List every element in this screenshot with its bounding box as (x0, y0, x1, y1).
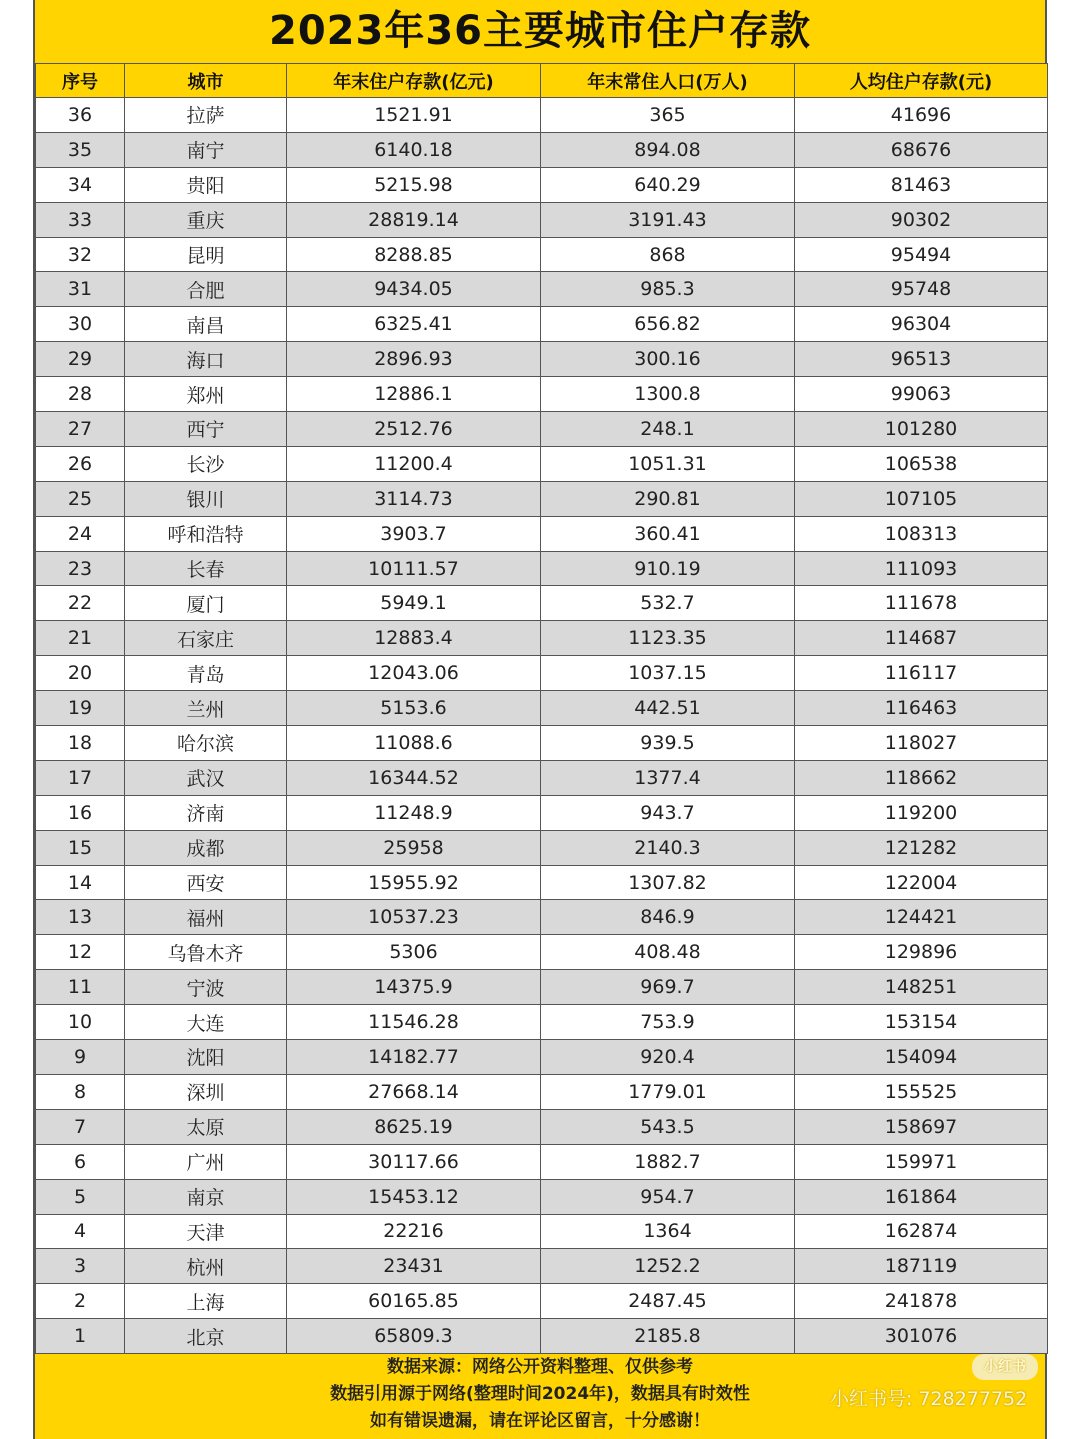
cell-rank: 32 (36, 237, 125, 272)
cell-city: 银川 (125, 481, 287, 516)
cell-per-capita: 118027 (795, 726, 1048, 761)
table-row (36, 586, 1048, 621)
cell-per-capita: 90302 (795, 202, 1048, 237)
cell-deposits: 28819.14 (287, 202, 541, 237)
cell-city: 上海 (125, 1284, 287, 1319)
cell-population: 640.29 (541, 167, 795, 202)
table-row (36, 830, 1048, 865)
cell-population: 543.5 (541, 1109, 795, 1144)
cell-city: 济南 (125, 795, 287, 830)
cell-deposits: 8288.85 (287, 237, 541, 272)
cell-population: 1037.15 (541, 656, 795, 691)
cell-deposits: 5153.6 (287, 691, 541, 726)
cell-population: 954.7 (541, 1179, 795, 1214)
cell-per-capita: 116117 (795, 656, 1048, 691)
cell-per-capita: 81463 (795, 167, 1048, 202)
footer-line-timeliness: 数据引用源于网络(整理时间2024年)，数据具有时效性 (330, 1384, 750, 1404)
table-row (36, 237, 1048, 272)
footer-line-feedback: 如有错误遗漏，请在评论区留言，十分感谢！ (370, 1411, 710, 1431)
cell-population: 846.9 (541, 900, 795, 935)
cell-rank: 20 (36, 656, 125, 691)
cell-city: 南昌 (125, 307, 287, 342)
xiaohongshu-logo-watermark: 小红书 (972, 1354, 1038, 1380)
cell-population: 985.3 (541, 272, 795, 307)
table-row (36, 342, 1048, 377)
cell-deposits: 23431 (287, 1249, 541, 1284)
cell-rank: 11 (36, 970, 125, 1005)
table-row (36, 132, 1048, 167)
table-row (36, 1319, 1048, 1354)
cell-deposits: 16344.52 (287, 760, 541, 795)
cell-city: 沈阳 (125, 1040, 287, 1075)
header-rank: 序号 (36, 64, 125, 98)
cell-deposits: 11088.6 (287, 726, 541, 761)
cell-population: 943.7 (541, 795, 795, 830)
table-row (36, 1074, 1048, 1109)
cell-deposits: 10111.57 (287, 551, 541, 586)
table-row (36, 1179, 1048, 1214)
cell-per-capita: 96304 (795, 307, 1048, 342)
cell-population: 2185.8 (541, 1319, 795, 1354)
cell-rank: 13 (36, 900, 125, 935)
cell-rank: 33 (36, 202, 125, 237)
cell-per-capita: 111093 (795, 551, 1048, 586)
cell-per-capita: 162874 (795, 1214, 1048, 1249)
cell-population: 365 (541, 98, 795, 133)
cell-rank: 31 (36, 272, 125, 307)
cell-city: 合肥 (125, 272, 287, 307)
cell-deposits: 8625.19 (287, 1109, 541, 1144)
cell-per-capita: 95494 (795, 237, 1048, 272)
cell-rank: 19 (36, 691, 125, 726)
cell-per-capita: 159971 (795, 1144, 1048, 1179)
cell-rank: 5 (36, 1179, 125, 1214)
cell-population: 3191.43 (541, 202, 795, 237)
cell-per-capita: 118662 (795, 760, 1048, 795)
header-city: 城市 (125, 64, 287, 98)
cell-population: 969.7 (541, 970, 795, 1005)
table-row (36, 795, 1048, 830)
table-row (36, 412, 1048, 447)
cell-deposits: 3903.7 (287, 516, 541, 551)
cell-deposits: 25958 (287, 830, 541, 865)
table-row (36, 865, 1048, 900)
cell-deposits: 6325.41 (287, 307, 541, 342)
cell-deposits: 11248.9 (287, 795, 541, 830)
table-header-row (36, 64, 1048, 98)
cell-rank: 26 (36, 446, 125, 481)
cell-population: 656.82 (541, 307, 795, 342)
header-population: 年末常住人口(万人) (541, 64, 795, 98)
table-row (36, 1249, 1048, 1284)
cell-rank: 35 (36, 132, 125, 167)
cell-per-capita: 114687 (795, 621, 1048, 656)
cell-deposits: 5215.98 (287, 167, 541, 202)
cell-city: 北京 (125, 1319, 287, 1354)
table-row (36, 621, 1048, 656)
table-row (36, 760, 1048, 795)
cell-city: 福州 (125, 900, 287, 935)
cell-per-capita: 96513 (795, 342, 1048, 377)
table-row (36, 481, 1048, 516)
cell-rank: 36 (36, 98, 125, 133)
cell-deposits: 60165.85 (287, 1284, 541, 1319)
cell-rank: 30 (36, 307, 125, 342)
cell-city: 海口 (125, 342, 287, 377)
cell-deposits: 5306 (287, 935, 541, 970)
cell-per-capita: 121282 (795, 830, 1048, 865)
cell-rank: 22 (36, 586, 125, 621)
table-row (36, 98, 1048, 133)
cell-population: 532.7 (541, 586, 795, 621)
cell-population: 1882.7 (541, 1144, 795, 1179)
deposit-table (35, 63, 1048, 1354)
cell-city: 杭州 (125, 1249, 287, 1284)
cell-deposits: 22216 (287, 1214, 541, 1249)
cell-per-capita: 108313 (795, 516, 1048, 551)
cell-rank: 6 (36, 1144, 125, 1179)
cell-city: 西安 (125, 865, 287, 900)
table-row (36, 656, 1048, 691)
cell-rank: 34 (36, 167, 125, 202)
cell-per-capita: 155525 (795, 1074, 1048, 1109)
cell-deposits: 27668.14 (287, 1074, 541, 1109)
header-per-capita: 人均住户存款(元) (795, 64, 1048, 98)
cell-per-capita: 99063 (795, 377, 1048, 412)
cell-deposits: 9434.05 (287, 272, 541, 307)
table-frame (33, 0, 1047, 1439)
cell-population: 910.19 (541, 551, 795, 586)
cell-city: 兰州 (125, 691, 287, 726)
cell-city: 天津 (125, 1214, 287, 1249)
cell-population: 939.5 (541, 726, 795, 761)
cell-per-capita: 122004 (795, 865, 1048, 900)
cell-rank: 25 (36, 481, 125, 516)
cell-population: 300.16 (541, 342, 795, 377)
cell-city: 宁波 (125, 970, 287, 1005)
cell-population: 408.48 (541, 935, 795, 970)
cell-per-capita: 107105 (795, 481, 1048, 516)
table-row (36, 377, 1048, 412)
table-row (36, 1005, 1048, 1040)
cell-per-capita: 111678 (795, 586, 1048, 621)
cell-population: 753.9 (541, 1005, 795, 1040)
cell-city: 长春 (125, 551, 287, 586)
cell-rank: 24 (36, 516, 125, 551)
cell-per-capita: 41696 (795, 98, 1048, 133)
cell-per-capita: 301076 (795, 1319, 1048, 1354)
footer-line-source: 数据来源：网络公开资料整理、仅供参考 (387, 1357, 693, 1377)
cell-rank: 23 (36, 551, 125, 586)
cell-deposits: 6140.18 (287, 132, 541, 167)
header-deposits: 年末住户存款(亿元) (287, 64, 541, 98)
table-row (36, 726, 1048, 761)
cell-city: 南宁 (125, 132, 287, 167)
cell-deposits: 12883.4 (287, 621, 541, 656)
cell-rank: 21 (36, 621, 125, 656)
cell-deposits: 3114.73 (287, 481, 541, 516)
table-row (36, 935, 1048, 970)
page-title: 2023年36主要城市住户存款 (269, 8, 811, 54)
cell-population: 1252.2 (541, 1249, 795, 1284)
cell-population: 1377.4 (541, 760, 795, 795)
cell-city: 重庆 (125, 202, 287, 237)
cell-city: 哈尔滨 (125, 726, 287, 761)
cell-per-capita: 95748 (795, 272, 1048, 307)
cell-rank: 9 (36, 1040, 125, 1075)
cell-city: 昆明 (125, 237, 287, 272)
table-row (36, 1284, 1048, 1319)
cell-deposits: 14375.9 (287, 970, 541, 1005)
cell-per-capita: 158697 (795, 1109, 1048, 1144)
cell-per-capita: 241878 (795, 1284, 1048, 1319)
cell-city: 大连 (125, 1005, 287, 1040)
cell-deposits: 5949.1 (287, 586, 541, 621)
cell-deposits: 15955.92 (287, 865, 541, 900)
cell-city: 武汉 (125, 760, 287, 795)
cell-city: 西宁 (125, 412, 287, 447)
cell-rank: 3 (36, 1249, 125, 1284)
cell-city: 广州 (125, 1144, 287, 1179)
table-body (36, 98, 1048, 1354)
cell-population: 248.1 (541, 412, 795, 447)
cell-deposits: 30117.66 (287, 1144, 541, 1179)
cell-deposits: 65809.3 (287, 1319, 541, 1354)
table-row (36, 1109, 1048, 1144)
cell-per-capita: 187119 (795, 1249, 1048, 1284)
table-row (36, 691, 1048, 726)
cell-rank: 1 (36, 1319, 125, 1354)
table-row (36, 551, 1048, 586)
cell-per-capita: 116463 (795, 691, 1048, 726)
cell-population: 1779.01 (541, 1074, 795, 1109)
table-row (36, 1040, 1048, 1075)
cell-population: 1364 (541, 1214, 795, 1249)
cell-city: 成都 (125, 830, 287, 865)
cell-deposits: 2896.93 (287, 342, 541, 377)
cell-deposits: 2512.76 (287, 412, 541, 447)
cell-per-capita: 106538 (795, 446, 1048, 481)
cell-city: 厦门 (125, 586, 287, 621)
cell-population: 1307.82 (541, 865, 795, 900)
cell-rank: 12 (36, 935, 125, 970)
cell-per-capita: 124421 (795, 900, 1048, 935)
cell-city: 拉萨 (125, 98, 287, 133)
cell-rank: 27 (36, 412, 125, 447)
cell-population: 1300.8 (541, 377, 795, 412)
table-row (36, 167, 1048, 202)
cell-rank: 2 (36, 1284, 125, 1319)
cell-deposits: 10537.23 (287, 900, 541, 935)
cell-rank: 10 (36, 1005, 125, 1040)
table-row (36, 1144, 1048, 1179)
cell-rank: 15 (36, 830, 125, 865)
cell-population: 360.41 (541, 516, 795, 551)
cell-rank: 14 (36, 865, 125, 900)
cell-deposits: 12043.06 (287, 656, 541, 691)
table-row (36, 446, 1048, 481)
cell-population: 1051.31 (541, 446, 795, 481)
cell-city: 太原 (125, 1109, 287, 1144)
cell-rank: 7 (36, 1109, 125, 1144)
table-row (36, 1214, 1048, 1249)
cell-rank: 4 (36, 1214, 125, 1249)
cell-per-capita: 68676 (795, 132, 1048, 167)
table-row (36, 970, 1048, 1005)
cell-deposits: 11200.4 (287, 446, 541, 481)
cell-per-capita: 154094 (795, 1040, 1048, 1075)
cell-population: 1123.35 (541, 621, 795, 656)
account-id-watermark: 小红书号: 728277752 (830, 1388, 1028, 1410)
table-row (36, 202, 1048, 237)
cell-city: 青岛 (125, 656, 287, 691)
cell-deposits: 1521.91 (287, 98, 541, 133)
cell-rank: 8 (36, 1074, 125, 1109)
cell-population: 2140.3 (541, 830, 795, 865)
cell-city: 乌鲁木齐 (125, 935, 287, 970)
table-row (36, 900, 1048, 935)
cell-population: 894.08 (541, 132, 795, 167)
cell-city: 长沙 (125, 446, 287, 481)
table-row (36, 516, 1048, 551)
cell-deposits: 14182.77 (287, 1040, 541, 1075)
cell-per-capita: 119200 (795, 795, 1048, 830)
cell-city: 石家庄 (125, 621, 287, 656)
table-row (36, 272, 1048, 307)
cell-per-capita: 153154 (795, 1005, 1048, 1040)
cell-rank: 18 (36, 726, 125, 761)
cell-city: 贵阳 (125, 167, 287, 202)
cell-rank: 28 (36, 377, 125, 412)
cell-per-capita: 148251 (795, 970, 1048, 1005)
cell-population: 290.81 (541, 481, 795, 516)
cell-deposits: 12886.1 (287, 377, 541, 412)
cell-population: 2487.45 (541, 1284, 795, 1319)
cell-deposits: 11546.28 (287, 1005, 541, 1040)
cell-population: 920.4 (541, 1040, 795, 1075)
cell-per-capita: 161864 (795, 1179, 1048, 1214)
cell-city: 郑州 (125, 377, 287, 412)
cell-rank: 29 (36, 342, 125, 377)
cell-population: 868 (541, 237, 795, 272)
cell-population: 442.51 (541, 691, 795, 726)
table-row (36, 307, 1048, 342)
cell-city: 南京 (125, 1179, 287, 1214)
cell-city: 呼和浩特 (125, 516, 287, 551)
cell-per-capita: 129896 (795, 935, 1048, 970)
cell-city: 深圳 (125, 1074, 287, 1109)
cell-per-capita: 101280 (795, 412, 1048, 447)
cell-rank: 16 (36, 795, 125, 830)
cell-deposits: 15453.12 (287, 1179, 541, 1214)
cell-rank: 17 (36, 760, 125, 795)
